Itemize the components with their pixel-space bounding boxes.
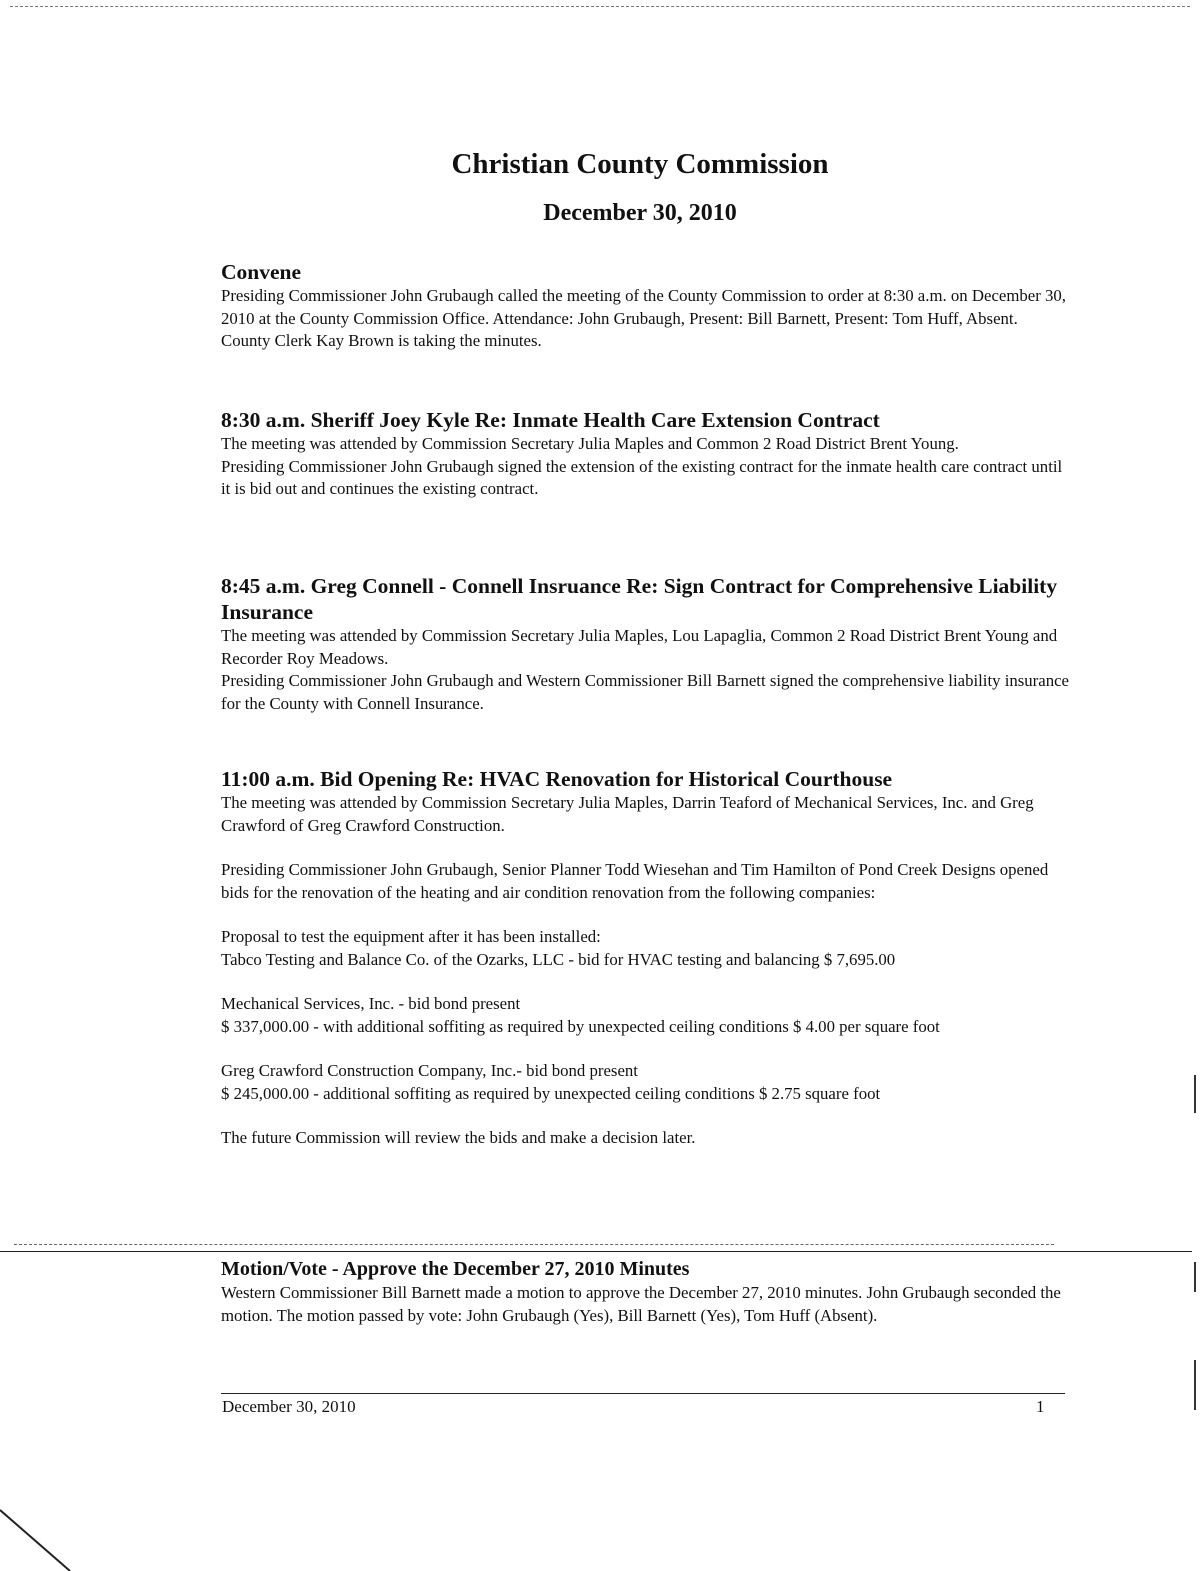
bid-company: Mechanical Services, Inc. - bid bond present	[221, 994, 521, 1013]
bid-line: Tabco Testing and Balance Co. of the Ozarks, LLC - bid for HVAC testing and balancing $ 7,695.00	[221, 949, 896, 969]
section-heading: Motion/Vote - Approve the December 27, 2010 Minutes	[221, 1258, 690, 1280]
section-heading: Convene	[221, 260, 302, 284]
section-motion-vote	[221, 1256, 1071, 1327]
bid-intro: Proposal to test the equipment after it has been installed:	[221, 927, 601, 946]
section-paragraph: Presiding Commissioner John Grubaugh, Senior Planner Todd Wiesehan and Tim Hamilton of Pond Creek Designs opened bids for the renovation of the heating and air condition renovation from the following companies:	[221, 860, 1049, 902]
section-heading: 8:30 a.m. Sheriff Joey Kyle Re: Inmate Health Care Extension Contract	[221, 408, 880, 432]
section-paragraph: Presiding Commissioner John Grubaugh signed the extension of the existing contract for the inmate health care contract until it is bid out and continues the existing contract.	[221, 456, 1063, 498]
section-paragraph: The meeting was attended by Commission Secretary Julia Maples, Lou Lapaglia, Common 2 Road District Brent Young and Recorder Roy Meadows.	[221, 626, 1058, 668]
section-paragraph: The meeting was attended by Commission Secretary Julia Maples and Common 2 Road District Brent Young.	[221, 434, 959, 453]
section-inmate-health-care	[221, 407, 1071, 501]
footer-divider	[221, 1393, 1065, 1394]
section-hvac-bid-opening	[221, 766, 1071, 1150]
section-paragraph: The meeting was attended by Commission Secretary Julia Maples, Darrin Teaford of Mechanical Services, Inc. and Greg Crawford of Greg Crawford Construction.	[221, 793, 1034, 835]
bid-company: Greg Crawford Construction Company, Inc.- bid bond present	[221, 1061, 638, 1080]
bid-line: $ 245,000.00 - additional soffiting as required by unexpected ceiling conditions $ 2.75 square foot	[221, 1083, 881, 1103]
section-heading: 8:45 a.m. Greg Connell - Connell Insruance Re: Sign Contract for Comprehensive Liability Insurance	[221, 574, 1058, 624]
document-date: December 30, 2010	[543, 200, 737, 226]
section-paragraph: The future Commission will review the bids and make a decision later.	[221, 1128, 696, 1147]
section-paragraph: Presiding Commissioner John Grubaugh called the meeting of the County Commission to order at 8:30 a.m. on December 30, 2010 at the County Commission Office. Attendance: John Grubaugh, Present: Bill Barnett, Present: Tom Huff, Absent. County Clerk Kay Brown is taking the minutes.	[221, 286, 1066, 350]
scan-artifact-mark	[1194, 1262, 1196, 1292]
section-paragraph: Presiding Commissioner John Grubaugh and Western Commissioner Bill Barnett signed the comprehensive liability insurance for the County with Connell Insurance.	[221, 671, 1069, 713]
section-divider	[0, 1251, 1192, 1252]
document-title: Christian County Commission	[451, 148, 829, 180]
scan-corner-fold	[0, 1500, 120, 1571]
section-convene	[221, 259, 1071, 353]
section-paragraph: Western Commissioner Bill Barnett made a motion to approve the December 27, 2010 minutes. John Grubaugh seconded the motion. The motion passed by vote: John Grubaugh (Yes), Bill Barnett (Yes), Tom Huff (Absent).	[221, 1283, 1061, 1325]
page-number: 1	[1036, 1397, 1045, 1416]
footer-date: December 30, 2010	[222, 1397, 356, 1416]
section-heading: 11:00 a.m. Bid Opening Re: HVAC Renovation for Historical Courthouse	[221, 767, 893, 791]
scan-artifact-dashes	[14, 1244, 1054, 1245]
scan-artifact-mark	[1194, 1360, 1196, 1410]
scan-artifact-mark	[1194, 1075, 1196, 1113]
scan-artifact-line	[10, 6, 1190, 7]
section-liability-insurance	[221, 573, 1071, 715]
bid-line: $ 337,000.00 - with additional soffiting as required by unexpected ceiling conditions $ 4.00 per square foot	[221, 1016, 940, 1036]
